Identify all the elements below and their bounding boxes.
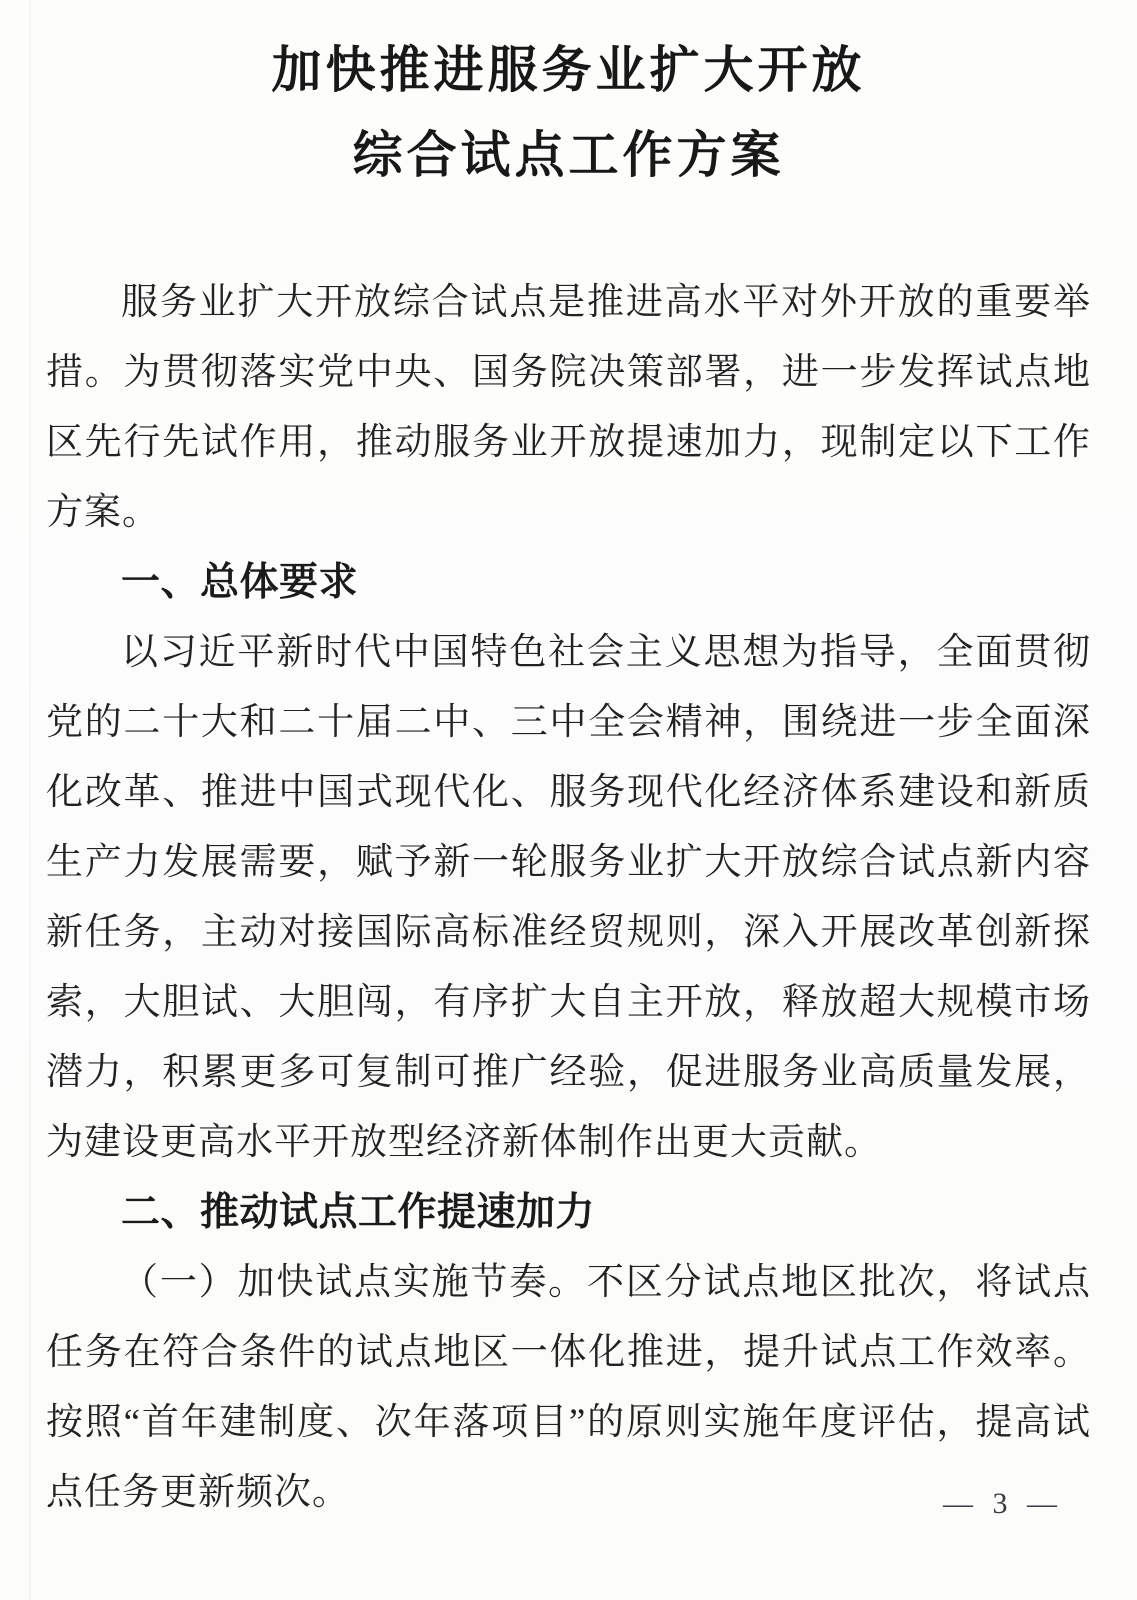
document-title [0,0,1137,198]
document-body [46,268,1091,1528]
section-2-item-1-paragraph: （一）加快试点实施节奏。不区分试点地区批次，将试点任务在符合条件的试点地区一体化推进，提升试点工作效率。按照“首年建制度、次年落项目”的原则实施年度评估，提高试点任务更新频次。 [46,1262,1091,1513]
document-title-line-2: 综合试点工作方案 [352,127,785,183]
page-number: — 3 — [943,1487,1063,1520]
section-1-heading: 一、总体要求 [121,561,359,604]
section-1-paragraph: 以习近平新时代中国特色社会主义思想为指导，全面贯彻党的二十大和二十届二中、三中全会精神，围绕进一步全面深化改革、推进中国式现代化、服务现代化经济体系建设和新质生产力发展需要，赋予新一轮服务业扩大开放综合试点新内容新任务，主动对接国际高标准经贸规则，深入开展改革创新探索，大胆试、大胆闯，有序扩大自主开放，释放超大规模市场潜力，积累更多可复制可推广经验，促进服务业高质量发展，为建设更高水平开放型经济新体制作出更大贡献。 [46,632,1091,1163]
scan-edge-artifact [29,0,31,1600]
section-2-heading: 二、推动试点工作提速加力 [121,1191,596,1234]
document-title-line-1: 加快推进服务业扩大开放 [271,42,866,98]
intro-paragraph: 服务业扩大开放综合试点是推进高水平对外开放的重要举措。为贯彻落实党中央、国务院决策部署，进一步发挥试点地区先行先试作用，推动服务业开放提速加力，现制定以下工作方案。 [46,282,1091,533]
